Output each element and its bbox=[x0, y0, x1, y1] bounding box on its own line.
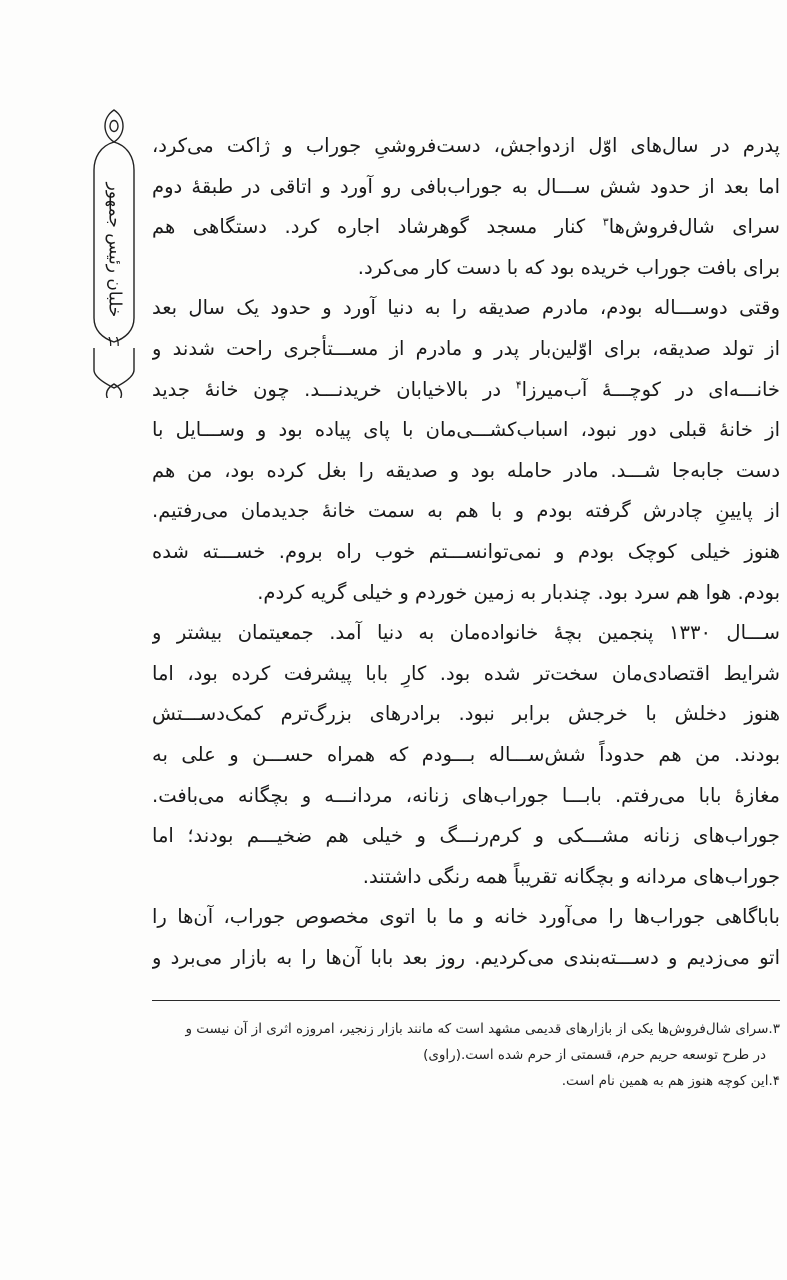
text-line: مغازهٔ بابا می‌رفتم. بابـــا جوراب‌های زنانه، مردانـــه و بچگانه می‌بافت. bbox=[152, 783, 780, 807]
text-fragment: خانـــه‌ای در کوچـــهٔ آب‌میرزا bbox=[521, 377, 780, 401]
running-header bbox=[86, 108, 142, 398]
text-line bbox=[152, 370, 780, 411]
text-line: از پایینِ چادرش گرفته بودم و با هم به سمت خانهٔ جدیدمان می‌رفتیم. bbox=[152, 499, 780, 523]
text-line: اتو می‌زدیم و دســـته‌بندی می‌کردیم. روز بعد بابا آن‌ها را به بازار می‌برد و bbox=[152, 945, 780, 969]
text-line: ســـال ۱۳۳۰ پنجمین بچهٔ خانواده‌مان به دنیا آمد. جمعیتمان بیشتر و bbox=[152, 621, 780, 645]
footnote-3: ۳.سرای شال‌فروش‌ها یکی از بازارهای قدیمی مشهد است که مانند بازار زنجیر، امروزه اثری از آن نیست و bbox=[185, 1021, 780, 1037]
text-line: دست جابه‌جا شـــد. مادر حامله بود و صدیقه را بغل کرده بود، من هم bbox=[152, 458, 780, 482]
text-line: جوراب‌های مردانه و بچگانه تقریباً همه رنگی داشتند. bbox=[362, 864, 780, 888]
footnote-3-continued: در طرح توسعه حریم حرم، قسمتی از حرم شده است.(راوی) bbox=[423, 1047, 766, 1063]
text-line: وقتی دوســـاله بودم، مادرم صدیقه را به دنیا آورد و حدود یک سال بعد bbox=[152, 296, 780, 320]
top-ornament-icon bbox=[105, 110, 123, 142]
text-line: اما بعد از حدود شش ســـال به جوراب‌بافی رو آورد و اتاقی در طبقهٔ دوم bbox=[152, 174, 780, 198]
text-fragment: سرای شال‌فروش‌ها bbox=[608, 215, 780, 239]
text-line: پدرم در سال‌های اوّل ازدواجش، دست‌فروشیِ جوراب و ژاکت می‌کرد، bbox=[152, 134, 780, 157]
text-line: باباگاهی جوراب‌ها را می‌آورد خانه و ما با اتوی مخصوص جوراب، آن‌ها را bbox=[152, 905, 780, 929]
text-line: هنوز خیلی کوچک بودم و نمی‌توانســـتم خوب راه بروم. خســـته شده bbox=[152, 539, 780, 563]
text-line: از خانهٔ قبلی دور نبود، اسباب‌کشـــی‌مان با پای پیاده بود و وســـایل با bbox=[152, 418, 780, 442]
page-number: ۱۱ bbox=[106, 334, 122, 350]
bottom-ornament-icon bbox=[107, 384, 122, 398]
text-line: بودند. من هم حدوداً شش‌ســـاله بـــودم که همراه حســـن و علی به bbox=[152, 742, 780, 766]
book-title: خلبان رئیس جمهور bbox=[104, 182, 124, 318]
footnote-ref-4[interactable]: ۴ bbox=[515, 378, 522, 392]
text-line: برای بافت جوراب خریده بود که با دست کار می‌کرد. bbox=[357, 255, 780, 279]
footnote-4: ۴.این کوچه هنوز هم به همین نام است. bbox=[561, 1073, 780, 1089]
book-title-vertical bbox=[90, 160, 138, 340]
footnote-ref-3[interactable]: ۳ bbox=[602, 215, 609, 229]
page-number-frame bbox=[94, 348, 134, 388]
body-text bbox=[152, 126, 780, 978]
text-line bbox=[152, 207, 780, 248]
text-line: جوراب‌های زنانه مشـــکی و کرم‌رنـــگ و خیلی هم ضخیـــم بودند؛ اما bbox=[152, 824, 780, 848]
text-line: بودم. هوا هم سرد بود. چندبار به زمین خوردم و خیلی گریه کردم. bbox=[257, 580, 780, 604]
footnotes bbox=[152, 1016, 780, 1094]
text-line: شرایط اقتصادی‌مان سخت‌تر شده بود. کارِ بابا پیشرفت کرده بود، اما bbox=[152, 661, 780, 685]
footnote-divider bbox=[152, 1000, 780, 1001]
text-fragment: کنار مسجد گوهرشاد اجاره کرد. دستگاهی هم bbox=[152, 215, 603, 239]
text-fragment: در بالاخیابان خریدنـــد. چون خانهٔ جدید bbox=[152, 377, 516, 401]
text-line: هنوز دخلش با خرجش برابر نبود. برادرهای بزرگ‌ترم کمک‌دســـتش bbox=[152, 702, 780, 726]
text-line: از تولد صدیقه، برای اوّلین‌بار پدر و مادرم از مســـتأجری راحت شدند و bbox=[152, 336, 780, 360]
